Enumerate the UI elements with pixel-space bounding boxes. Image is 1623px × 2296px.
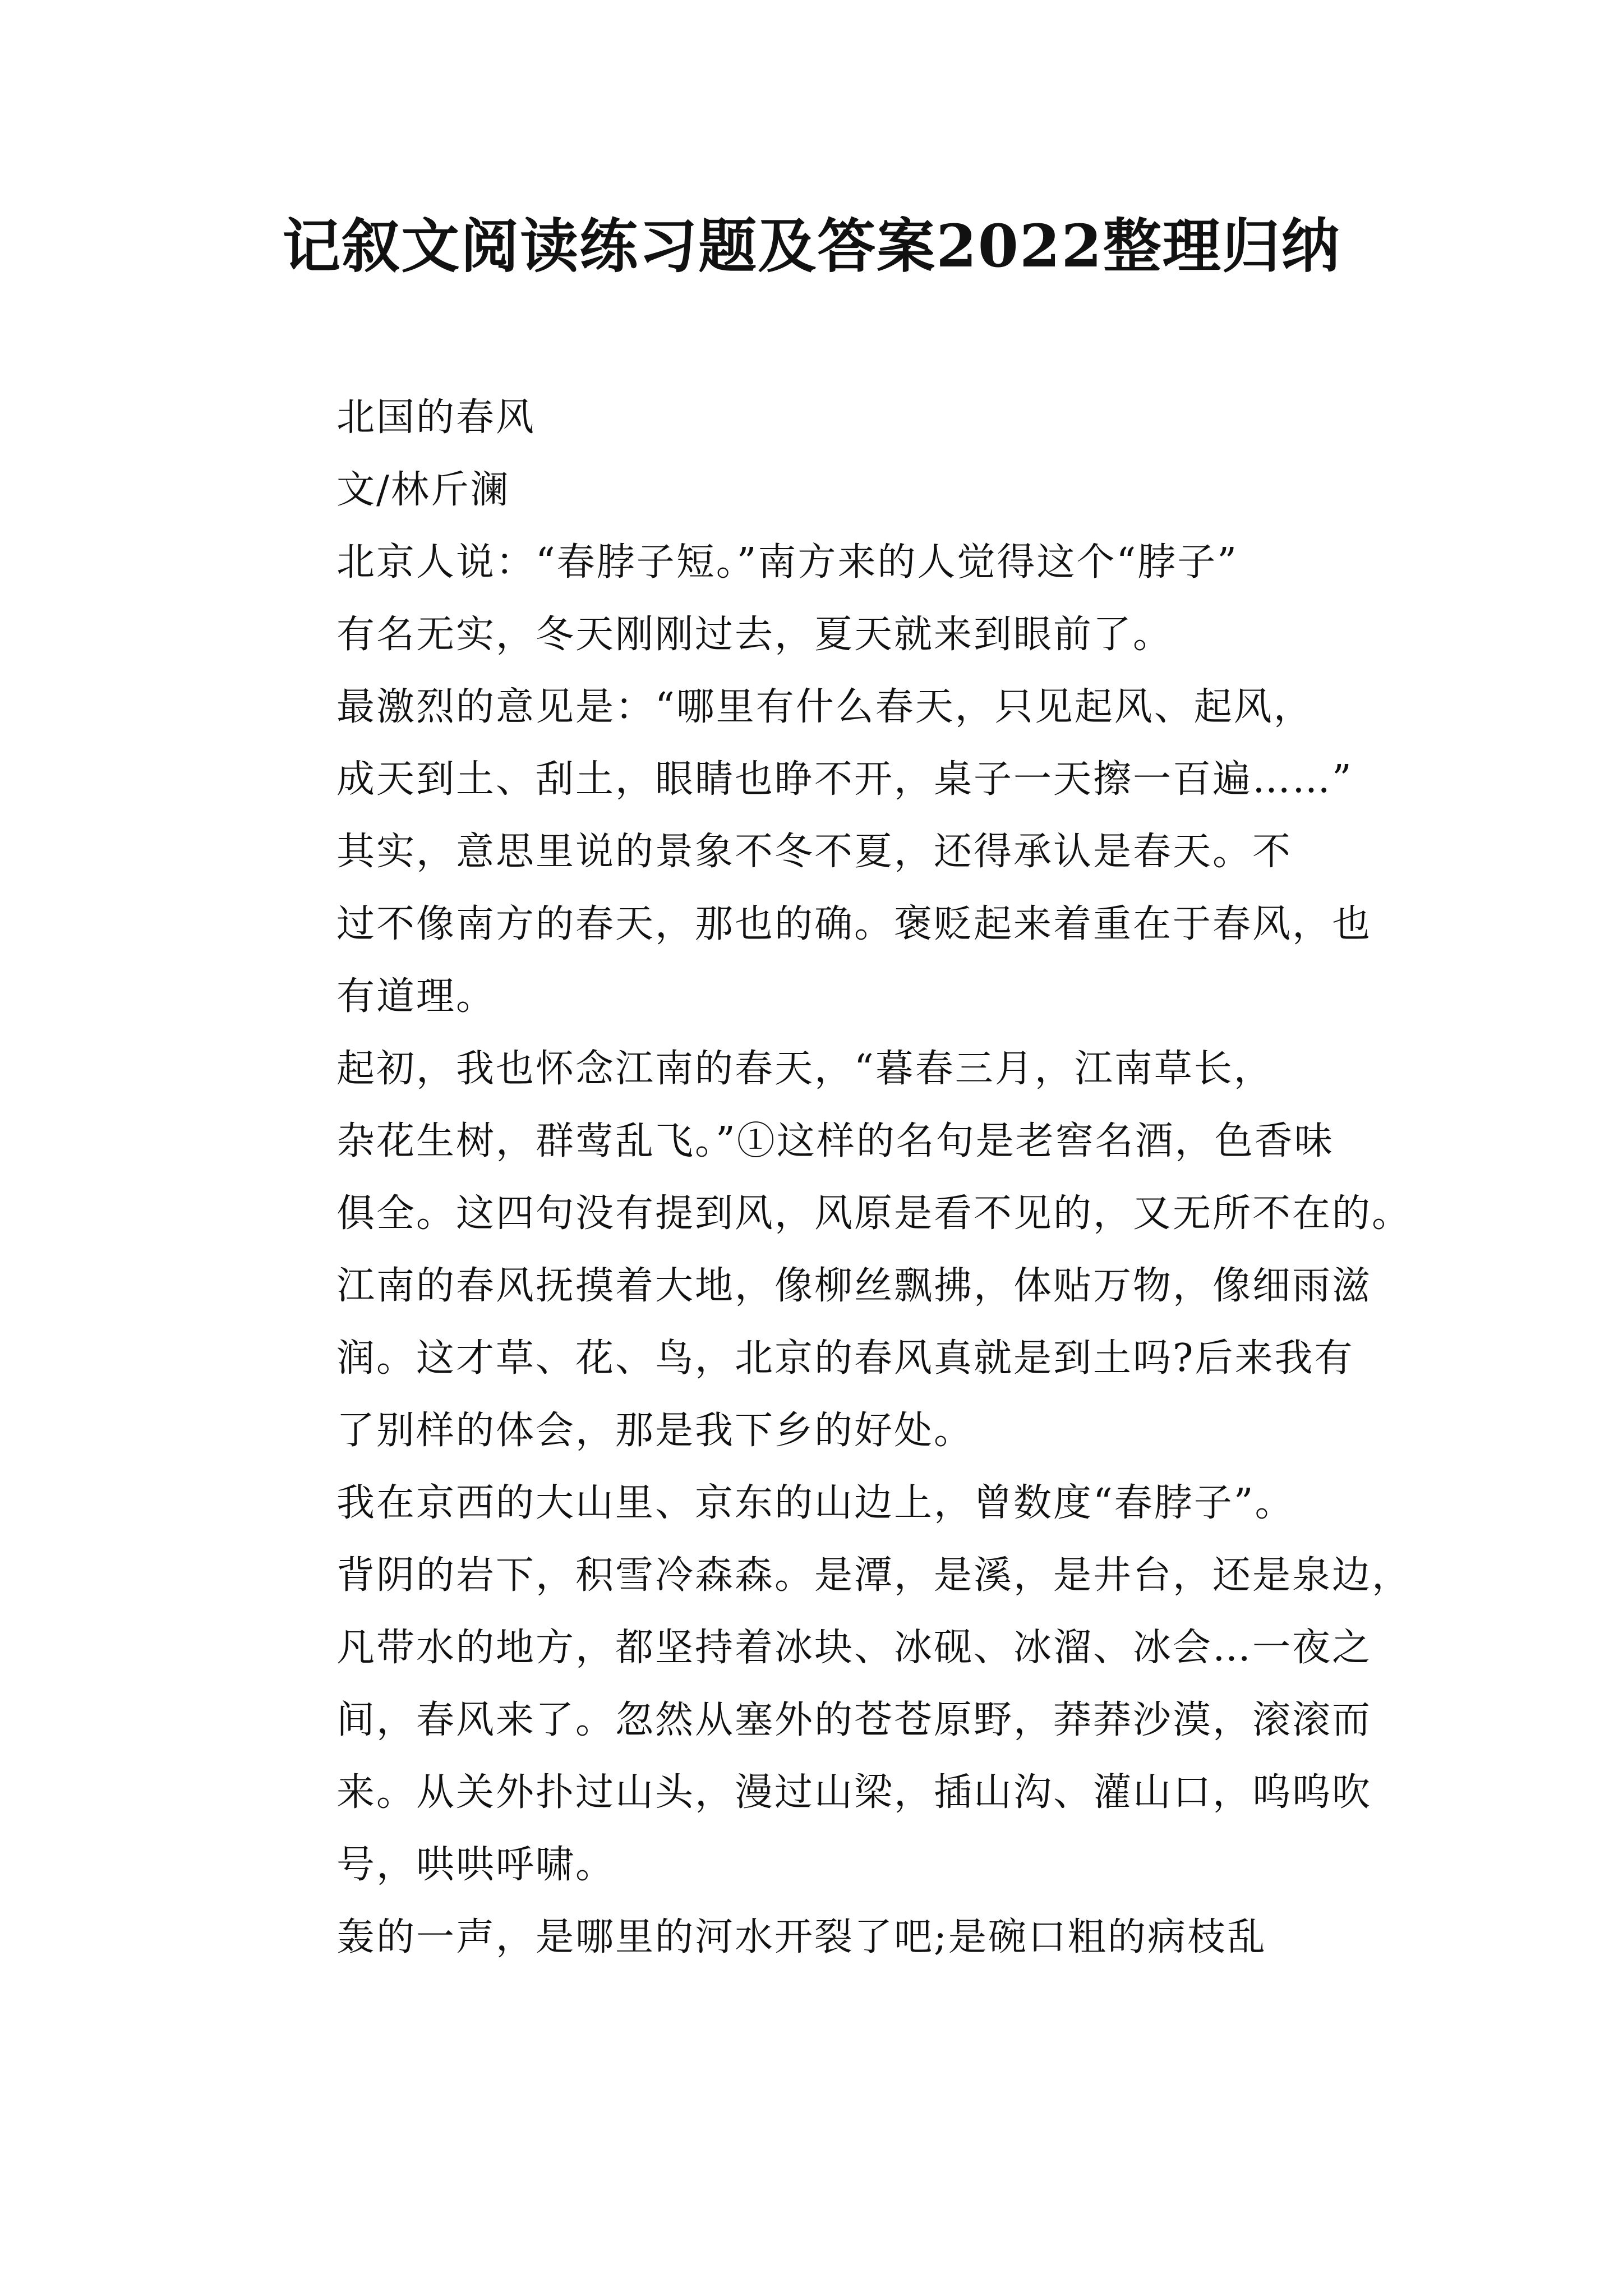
text-line: 来。从关外扑过山头，漫过山梁，插山沟、灌山口，呜呜吹 xyxy=(336,1770,1372,1815)
text-line: 其实，意思里说的景象不冬不夏，还得承认是春天。不 xyxy=(336,830,1293,874)
text-line: 凡带水的地方，都坚持着冰块、冰砚、冰溜、冰会…一夜之 xyxy=(336,1626,1372,1670)
text-line: 俱全。这四句没有提到风，风原是看不见的，又无所不在的。 xyxy=(336,1191,1412,1236)
paragraph xyxy=(247,816,1391,1033)
author-line: 文/林斤澜 xyxy=(336,468,510,512)
text-line: 轰的一声，是哪里的河水开裂了吧;是碗口粗的病枝乱 xyxy=(336,1915,1267,1959)
text-line: 有道理。 xyxy=(336,974,496,1019)
text-line: 江南的春风抚摸着大地，像柳丝飘拂，体贴万物，像细雨滋 xyxy=(336,1264,1372,1308)
text-line: 成天到土、刮土，眼睛也睁不开，桌子一天擦一百遍……” xyxy=(336,757,1353,802)
text-line: 有名无实，冬天刚刚过去，夏天就来到眼前了。 xyxy=(336,613,1173,657)
paragraph xyxy=(247,671,1391,816)
document-title: 记叙文阅读练习题及答案2022整理归纳 xyxy=(282,211,1341,280)
paragraph xyxy=(247,1033,1412,1467)
text-line: 了别样的体会，那是我下乡的好处。 xyxy=(336,1409,974,1453)
text-line: 号，哄哄呼啸。 xyxy=(336,1843,616,1887)
paragraph xyxy=(247,526,1391,671)
text-line: 间，春风来了。忽然从塞外的苍苍原野，莽莽沙漠，滚滚而 xyxy=(336,1698,1372,1742)
article-body xyxy=(247,381,1412,1973)
paragraph xyxy=(247,1901,1391,1973)
paragraph xyxy=(247,1467,1412,1901)
text-line: 最激烈的意见是：“哪里有什么春天，只见起风、起风， xyxy=(336,685,1313,729)
text-line: 我在京西的大山里、京东的山边上，曾数度“春脖子”。 xyxy=(336,1481,1295,1525)
article-title: 北国的春风 xyxy=(336,395,536,440)
text-line: 杂花生树，群莺乱飞。”①这样的名句是老窖名酒，色香味 xyxy=(336,1119,1334,1163)
text-line: 过不像南方的春天，那也的确。褒贬起来着重在于春风，也 xyxy=(336,902,1372,946)
text-line: 起初，我也怀念江南的春天，“暮春三月，江南草长， xyxy=(336,1047,1274,1091)
text-line: 北京人说：“春脖子短。”南方来的人觉得这个“脖子” xyxy=(336,540,1239,585)
text-line: 背阴的岩下，积雪冷森森。是潭，是溪，是井台，还是泉边， xyxy=(336,1553,1412,1598)
text-line: 润。这才草、花、鸟，北京的春风真就是到土吗?后来我有 xyxy=(336,1336,1354,1381)
